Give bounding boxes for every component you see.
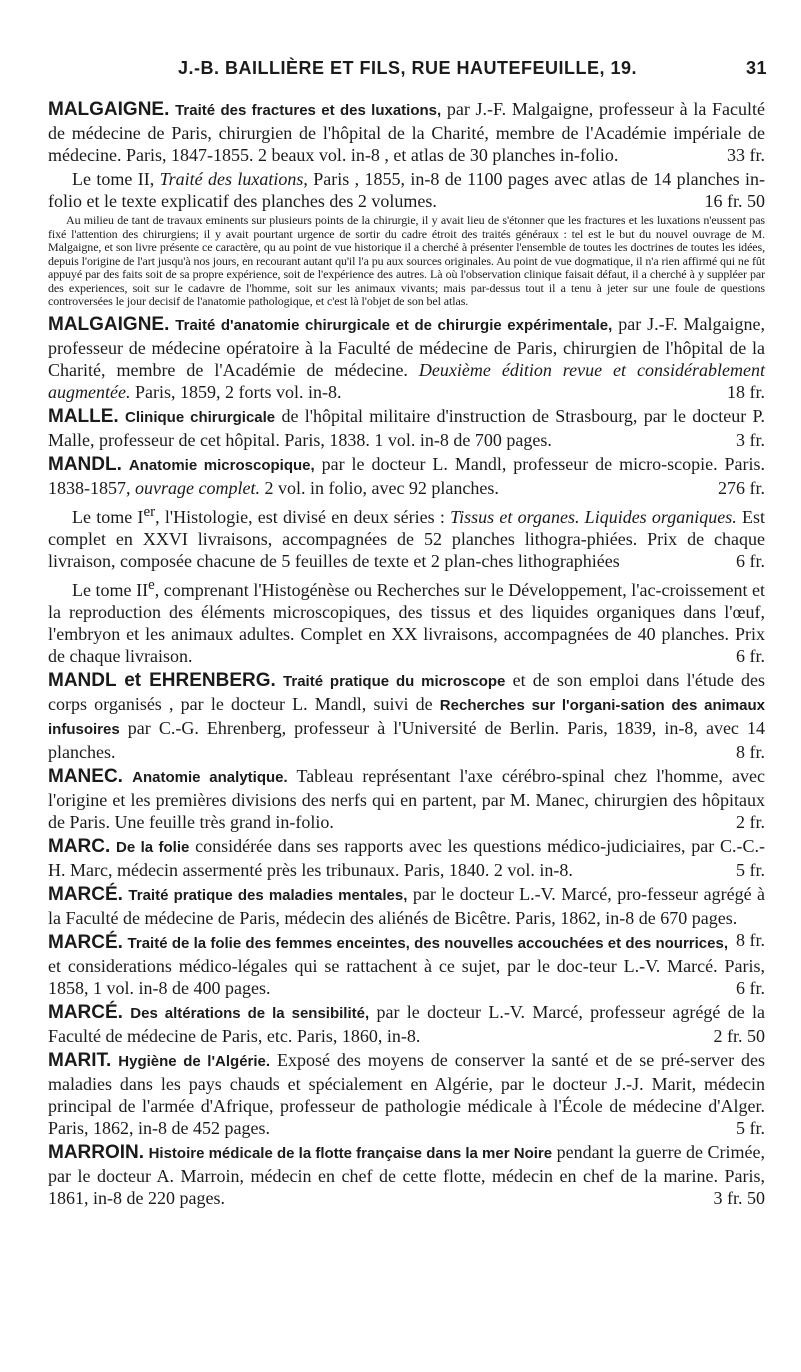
entry-price: 2 fr. [736,811,765,832]
entry-publication: 2 vol. in folio, avec 92 planches. [264,477,499,498]
catalog-entry [48,1001,765,1047]
subvolume-description: , Paris , 1855, in-8 de 1100 pages avec atlas de 14 planches in-folio et le texte explicatif des planches des 2 volumes. [48,169,765,211]
subvolume-price: 16 fr. 50 [704,191,765,211]
entry-price: 2 fr. 50 [713,1025,765,1046]
entry-author: MARCÉ. [48,1001,123,1023]
entry-description: Exposé des moyens de conserver la santé et de se pré-server des maladies dans les pays chauds et spécialement en Algérie, par le docteur J.-J. Marit, médecin principal de l'armée d'Afrique, professeur de pathologie médicale à l'École de médecine d'Alger. Paris, 1862, in-8 de 452 pages. [48,1049,766,1138]
entry-description: par le docteur L.-V. Marcé, professeur agrégé de la Faculté de médecine de Paris, etc. Paris, 1860, in-8. [48,1001,766,1046]
subvolume-description: , l'Histologie, est divisé en deux séries : [155,506,445,527]
entry-publication: Paris, 1859, 2 forts vol. in-8. [134,381,342,402]
running-title: J.-B. BAILLIÈRE ET FILS, RUE HAUTEFEUILLE, 19. [177,58,638,78]
entry-book-title: Traité pratique des maladies mentales, [128,886,408,904]
entry-subvolume [48,574,765,667]
entry-author: MALLE. [48,405,119,427]
entry-book-title: Traité de la folie des femmes enceintes, des nouvelles accouchées et des nourrices, [127,934,729,952]
catalog-entry [48,765,765,833]
entry-author: MARCÉ. [48,883,123,905]
entry-price: 6 fr. [736,977,765,998]
subvolume-price: 6 fr. [736,550,765,571]
catalog-entry [48,313,765,403]
entry-book-title: Clinique chirurgicale [125,408,276,426]
catalog-entry [48,1049,765,1139]
subvolume-price: 6 fr. [736,645,765,666]
subvolume-prefix: Le tome I [72,506,144,527]
entry-subvolume [48,501,765,572]
entry-status: ouvrage complet. [135,477,260,498]
entry-price: 33 fr. [727,145,765,165]
subvolume-ordinal: e [148,576,155,593]
subvolume-prefix: Le tome II [72,579,149,600]
entry-author: MARC. [48,835,111,857]
entry-description: et considerations médico-légales qui se rattachent à ce sujet, par le doc-teur L.-V. Marcé. Paris, 1858, 1 vol. in-8 de 400 pages. [48,955,765,998]
page-number: 31 [745,58,767,78]
entry-author: MANDL et EHRENBERG. [48,669,276,691]
entry-description: de l'hôpital militaire d'instruction de Strasbourg, par le docteur P. Malle, professeur de cet hôpital. Paris, 1838. 1 vol. in-8 de 700 pages. [48,405,766,450]
entry-price: 5 fr. [736,859,765,880]
entry-description: par le docteur L.-V. Marcé, pro-fesseur agrégé à la Faculté de médecine de Paris, médecin des aliénés de Bicêtre. Paris, 1862, in-8 de 670 pages. [48,883,766,928]
entry-description: considérée dans ses rapports avec les questions médico-judiciaires, par C.-C.-H. Marc, médecin assermenté près les tribunaux. Paris, 1840. 2 vol. in-8. [48,835,766,880]
entry-subvolume [48,168,765,212]
catalog-entry [48,931,765,999]
entry-description: par le docteur L. Mandl, professeur de micro-scopie. Paris. 1838-1857, [48,453,766,498]
running-header [48,58,767,90]
entry-description: Tableau représentant l'axe cérébro-spinal chez l'homme, avec l'origine et les premières divisions des nerfs qui en partent, par M. Manec, chirurgien des hôpitaux de Paris. Une feuille très grand in-folio. [48,765,765,832]
entry-book-title: Hygiène de l'Algérie. [118,1052,271,1070]
entry-price: 8 fr. [736,929,765,950]
entry-publication: par C.-G. Ehrenberg, professeur à l'Université de Berlin. Paris, 1839, in-8, avec 14 planches. [48,717,766,762]
entry-price: 276 fr. [718,477,765,498]
entry-description: et de son emploi dans l'étude des corps organisés , par le docteur L. Mandl, suivi de [48,669,766,714]
entry-book-title: Traité pratique du microscope [283,672,506,690]
entry-description: par J.-F. Malgaigne, professeur à la Faculté de médecine de Paris, chirurgien de l'hôpital de la Charité, membre de l'Académie impériale de médecine. Paris, 1847-1855. 2 beaux vol. in-8 , et atlas de 30 planches in-folio. [48,99,766,165]
entry-book-title: Traité des fractures et des luxations, [175,102,442,119]
entry-book-title: Anatomie analytique. [132,768,288,786]
entry-description: par J.-F. Malgaigne, professeur de médecine opératoire à la Faculté de médecine de Paris, chirurgien de l'hôpital de la Charité, membre de l'Académie de médecine. [48,313,766,380]
entry-book-title: Traité d'anatomie chirurgicale et de chirurgie expérimentale, [175,316,613,334]
catalog-entry [48,405,765,451]
subvolume-prefix: Le tome II, [72,169,160,189]
catalog-entry [48,1141,765,1209]
subvolume-title: Traité des luxations [159,169,304,189]
entry-price: 3 fr. 50 [713,1187,765,1208]
entry-description: pendant la guerre de Crimée, par le docteur A. Marroin, médecin en chef de cette flotte, médecin en chef de la marine. Paris, 1861, in-8 de 220 pages. [48,1141,766,1208]
entry-price: 3 fr. [736,429,765,450]
entry-book-title: Des altérations de la sensibilité, [130,1004,370,1022]
subvolume-details: Est complet en XXVI livraisons, accompagnées de 52 planches lithogra-phiées. Prix de chaque livraison, composée chacune de 5 feuilles de texte et 2 plan-ches lithographiées [48,506,766,571]
subvolume-description: , comprenant l'Histogénèse ou Recherches sur le Développement, l'ac-croissement et la reproduction des éléments microscopiques, des tissus et des liquides organiques dans l'œuf, l'embryon et les animaux adultes. Complet en XX livraisons, accompagnées de 40 planches. Prix de chaque livraison. [48,579,765,666]
subvolume-series: Tissus et organes. Liquides organiques. [450,506,737,527]
entry-secondary-title: Recherches sur l'organi-sation des animaux infusoires [48,696,765,738]
entry-price: 8 fr. [736,741,765,762]
entry-price: 18 fr. [727,381,765,402]
catalog-entry [48,98,765,166]
entry-author: MARCÉ. [48,931,123,953]
entry-book-title: De la folie [116,838,190,856]
entry-author: MALGAIGNE. [48,99,170,120]
catalog-entry [48,669,765,763]
entry-book-title: Histoire médicale de la flotte française dans la mer Noire [148,1144,553,1162]
catalog-entry [48,835,765,881]
entry-author: MALGAIGNE. [48,313,170,335]
entry-author: MANDL. [48,453,122,475]
subvolume-ordinal: er [143,503,156,520]
entry-price: 5 fr. [736,1117,765,1138]
catalog-entries [48,98,765,1372]
entry-book-title: Anatomie microscopique, [128,456,315,474]
entry-edition: Deuxième édition revue et considérablement augmentée. [48,359,765,402]
entry-author: MANEC. [48,765,123,787]
entry-author: MARROIN. [48,1141,145,1163]
catalog-entry [48,453,765,499]
entry-author: MARIT. [48,1049,112,1071]
entry-note: Au milieu de tant de travaux eminents sur plusieurs points de la chirurgie, il y avait lieu de s'étonner que les fractures et les luxations n'eussent pas fixé l'attention des chirurgiens; il y avait pourtant urgence de sortir du cadre étroit des traités généraux : tel est le but du nouvel ouvrage de M. Malgaigne, et son livre présente ce caractère, qu au point de vue historique il a cherché à présenter l'ensemble de toutes les doctrines de toutes les idées, depuis l'origine de l'art jusqu'à nos jours, en recourant autant qu'il l'a pu aux sources originales. Au point de vue dogmatique, il n'a rien affirmé qui ne fût appuyé par des faits soit de sa propre expérience, soit de l'expérience des autres. Là où l'observation clinique faisait défaut, il a cherché à y suppléer par des experiences, soit sur le cadavre de l'homme, soit sur les animaux vivants; mais par-dessus tout il a tenu à jeter sur une foule de questions controversées le jour decisif de l'anatomie pathologique, et c'est là l'objet de son bel atlas. [48,213,765,308]
